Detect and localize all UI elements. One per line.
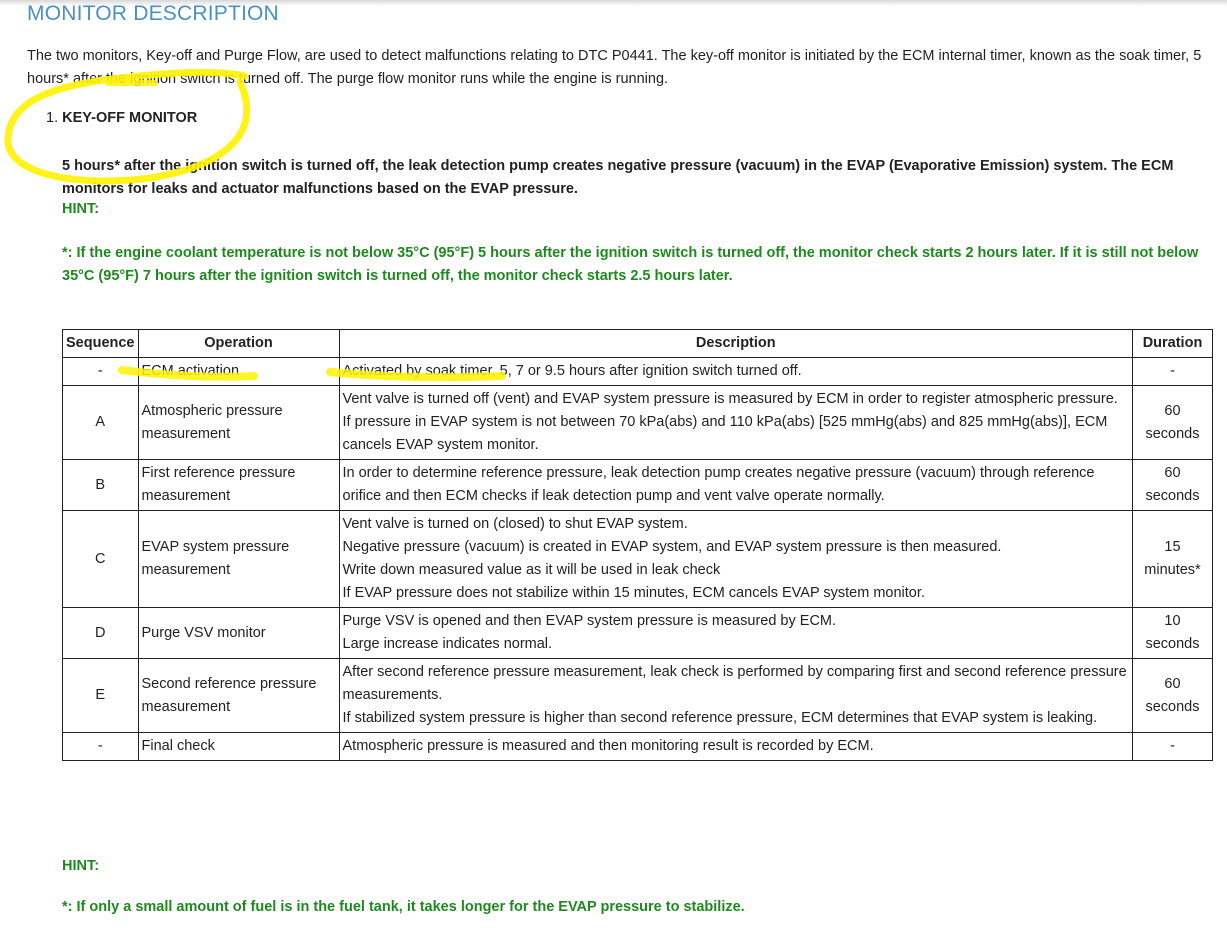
table-row bbox=[63, 386, 1213, 460]
description-line: Atmospheric pressure is measured and then monitoring result is recorded by ECM. bbox=[342, 738, 874, 754]
cell-description bbox=[339, 659, 1133, 733]
list-label: KEY-OFF MONITOR bbox=[62, 110, 198, 126]
cell-sequence: A bbox=[63, 386, 139, 460]
table-row bbox=[63, 659, 1213, 733]
hint2-label: HINT: bbox=[62, 858, 100, 874]
description-line: If pressure in EVAP system is not between 70 kPa(abs) and 110 kPa(abs) [525 mmHg(abs) and 825 mmHg(abs)], ECM cancels EVAP system monitor. bbox=[342, 414, 1108, 453]
cell-sequence: E bbox=[63, 659, 139, 733]
cell-duration: 60 seconds bbox=[1133, 386, 1213, 460]
hint2-text: *: If only a small amount of fuel is in the fuel tank, it takes longer for the EVAP pressure to stabilize. bbox=[62, 899, 745, 915]
description-line: Purge VSV is opened and then EVAP system pressure is measured by ECM. bbox=[342, 613, 837, 629]
list-number: 1. bbox=[46, 110, 59, 126]
cell-description bbox=[339, 511, 1133, 608]
hint-label: HINT: bbox=[62, 201, 100, 217]
table-header-row bbox=[63, 330, 1213, 358]
cell-description bbox=[339, 386, 1133, 460]
description-line: Vent valve is turned on (closed) to shut EVAP system. bbox=[342, 516, 688, 532]
table-row bbox=[63, 358, 1213, 386]
cell-duration: - bbox=[1133, 733, 1213, 761]
table-row bbox=[63, 460, 1213, 511]
key-off-paragraph: 5 hours* after the ignition switch is turned off, the leak detection pump creates negative pressure (vacuum) in the EVAP (Evaporative Emission) system. The ECM monitors for leaks and actuator malfunctions based on the EVAP pressure. bbox=[62, 158, 1174, 197]
table-body bbox=[63, 358, 1213, 761]
description-line: In order to determine reference pressure, leak detection pump creates negative pressure (vacuum) through reference orifice and then ECM checks if leak detection pump and vent valve operate normally. bbox=[342, 465, 1095, 504]
cell-duration: 60 seconds bbox=[1133, 460, 1213, 511]
description-line: If stabilized system pressure is higher than second reference pressure, ECM determines that EVAP system is leaking. bbox=[342, 710, 1098, 726]
cell-sequence: - bbox=[63, 358, 139, 386]
description-line: Vent valve is turned off (vent) and EVAP system pressure is measured by ECM in order to register atmospheric pressure. bbox=[342, 391, 1118, 407]
description-line: Negative pressure (vacuum) is created in EVAP system, and EVAP system pressure is then measured. bbox=[342, 539, 1002, 555]
description-line: After second reference pressure measurement, leak check is performed by comparing first and second reference pressure measurements. bbox=[342, 664, 1127, 703]
header-sequence: Sequence bbox=[63, 330, 139, 358]
cell-operation: Purge VSV monitor bbox=[138, 608, 339, 659]
cell-sequence: C bbox=[63, 511, 139, 608]
description-line: Write down measured value as it will be used in leak check bbox=[342, 562, 721, 578]
header-operation: Operation bbox=[138, 330, 339, 358]
table-row bbox=[63, 511, 1213, 608]
cell-description bbox=[339, 608, 1133, 659]
cell-sequence: D bbox=[63, 608, 139, 659]
cell-description bbox=[339, 460, 1133, 511]
header-description: Description bbox=[339, 330, 1133, 358]
cell-description bbox=[339, 358, 1133, 386]
sequence-table bbox=[62, 329, 1213, 761]
description-line: Large increase indicates normal. bbox=[342, 636, 553, 652]
hint-text: *: If the engine coolant temperature is not below 35°C (95°F) 5 hours after the ignition switch is turned off, the monitor check starts 2 hours later. If it is still not below 35°C (95°F) 7 hours after the ignition switch is turned off, the monitor check starts 2.5 hours later. bbox=[62, 245, 1199, 284]
table-row bbox=[63, 733, 1213, 761]
cell-operation: First reference pressure measurement bbox=[138, 460, 339, 511]
cell-operation: Final check bbox=[138, 733, 339, 761]
cell-duration: 60 seconds bbox=[1133, 659, 1213, 733]
description-line: Activated by soak timer, 5, 7 or 9.5 hours after ignition switch turned off. bbox=[342, 363, 802, 379]
cell-operation: EVAP system pressure measurement bbox=[138, 511, 339, 608]
cell-operation: Atmospheric pressure measurement bbox=[138, 386, 339, 460]
cell-sequence: B bbox=[63, 460, 139, 511]
header-duration: Duration bbox=[1133, 330, 1213, 358]
cell-description bbox=[339, 733, 1133, 761]
cell-duration: 10 seconds bbox=[1133, 608, 1213, 659]
cell-sequence: - bbox=[63, 733, 139, 761]
cell-duration: - bbox=[1133, 358, 1213, 386]
description-line: If EVAP pressure does not stabilize within 15 minutes, ECM cancels EVAP system monitor. bbox=[342, 585, 925, 601]
intro-paragraph: The two monitors, Key-off and Purge Flow, are used to detect malfunctions relating to DTC P0441. The key-off monitor is initiated by the ECM internal timer, known as the soak timer, 5 hours* after the ignition switch is turned off. The purge flow monitor runs while the engine is running. bbox=[27, 48, 1202, 87]
table-row bbox=[63, 608, 1213, 659]
cell-duration: 15 minutes* bbox=[1133, 511, 1213, 608]
key-off-monitor-heading bbox=[46, 110, 197, 126]
cell-operation: ECM activation bbox=[138, 358, 339, 386]
section-title: MONITOR DESCRIPTION bbox=[27, 2, 279, 25]
cell-operation: Second reference pressure measurement bbox=[138, 659, 339, 733]
